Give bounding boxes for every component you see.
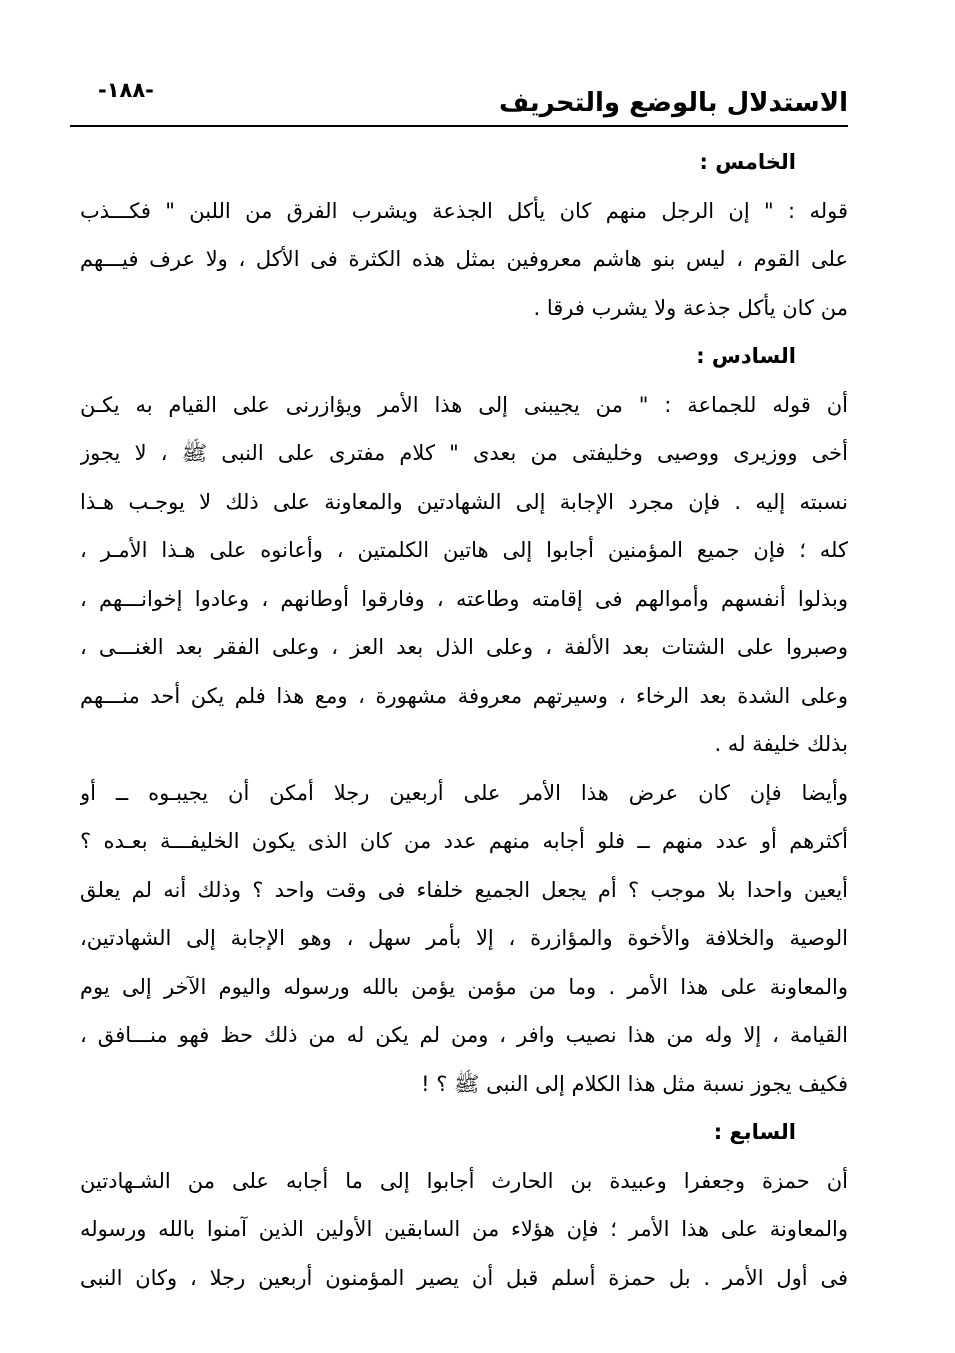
text-line: وأيضا فإن كان عرض هذا الأمر على أربعين رجلا أمكن أن يجيبـوه ــ أو	[80, 780, 848, 805]
page-number: -١٨٨-	[98, 78, 154, 102]
text-line: أيعين واحدا بلا موجب ؟ أم يجعل الجميع خلفاء فى وقت واحد ؟ وذلك أنه لم يعلق	[80, 877, 848, 902]
text-line: والمعاونة على هذا الأمر . وما من مؤمن يؤمن بالله ورسوله واليوم الآخر إلى يوم	[80, 974, 848, 999]
text-line: والمعاونة على هذا الأمر ؛ فإن هؤلاء من السابقين الأولين الذين آمنوا بالله ورسوله	[80, 1217, 848, 1241]
text-line: وبذلوا أنفسهم وأموالهم فى إقامته وطاعته ، وفارقوا أوطانهم ، وعادوا إخوانـــهم ،	[80, 586, 848, 611]
text-line: القيامة ، إلا وله من هذا نصيب وافر ، ومن لم يكن له من ذلك حظ فهو منـــافق ،	[80, 1023, 848, 1047]
text-line: فى أول الأمر . بل حمزة أسلم قبل أن يصير المؤمنون أربعين رجلا ، وكان النبى	[80, 1265, 848, 1290]
header-rule	[70, 125, 848, 127]
section-heading-fifth: الخامس :	[699, 150, 796, 174]
text-line: على القوم ، ليس بنو هاشم معروفين بمثل هذه الكثرة فى الأكل ، ولا عرف فيـــهم	[80, 247, 848, 271]
text-line: فكيف يجوز نسبة مثل هذا الكلام إلى النبى ﷺ ؟ !	[421, 1071, 848, 1096]
text-line: الوصية والخلافة والأخوة والمؤازرة ، إلا بأمر سهل ، وهو الإجابة إلى الشهادتين،	[80, 926, 848, 950]
text-line: بذلك خليفة له .	[714, 732, 848, 756]
section-heading-seventh: السابع :	[713, 1120, 796, 1144]
text-line: وعلى الشدة بعد الرخاء ، وسيرتهم معروفة مشهورة ، ومع هذا فلم يكن أحد منـــهم	[80, 683, 848, 708]
text-line: كله ؛ فإن جميع المؤمنين أجابوا إلى هاتين الكلمتين ، وأعانوه على هـذا الأمـر ،	[80, 538, 848, 562]
section-heading-sixth: السادس :	[696, 344, 796, 368]
text-line: قوله : " إن الرجل منهم كان يأكل الجذعة ويشرب الفرق من اللبن " فكـــذب	[80, 198, 848, 223]
text-line: أخى ووزيرى ووصيى وخليفتى من بعدى " كلام مفترى على النبى ﷺ ، لا يجوز	[80, 441, 848, 465]
text-line: أن حمزة وجعفرا وعبيدة بن الحارث أجابوا إلى ما أجابه على من الشـهادتين	[80, 1168, 848, 1193]
text-line: أكثرهم أو عدد منهم ــ فلو أجابه منهم عدد من كان الذى يكون الخليفـــة بعـده ؟	[80, 829, 848, 853]
text-line: أن قوله للجماعة : " من يجيبنى إلى هذا الأمر ويؤازرنى على القيام به يكـن	[80, 392, 848, 417]
text-line: من كان يأكل جذعة ولا يشرب فرقا .	[533, 295, 848, 320]
page-body	[80, 138, 848, 1302]
text-line: نسبته إليه . فإن مجرد الإجابة إلى الشهادتين والمعاونة على ذلك لا يوجـب هـذا	[80, 489, 848, 514]
running-title: الاستدلال بالوضع والتحريف	[498, 88, 848, 118]
text-line: وصبروا على الشتات بعد الألفة ، وعلى الذل بعد العز ، وعلى الفقر بعد الغنـــى ،	[80, 635, 848, 659]
